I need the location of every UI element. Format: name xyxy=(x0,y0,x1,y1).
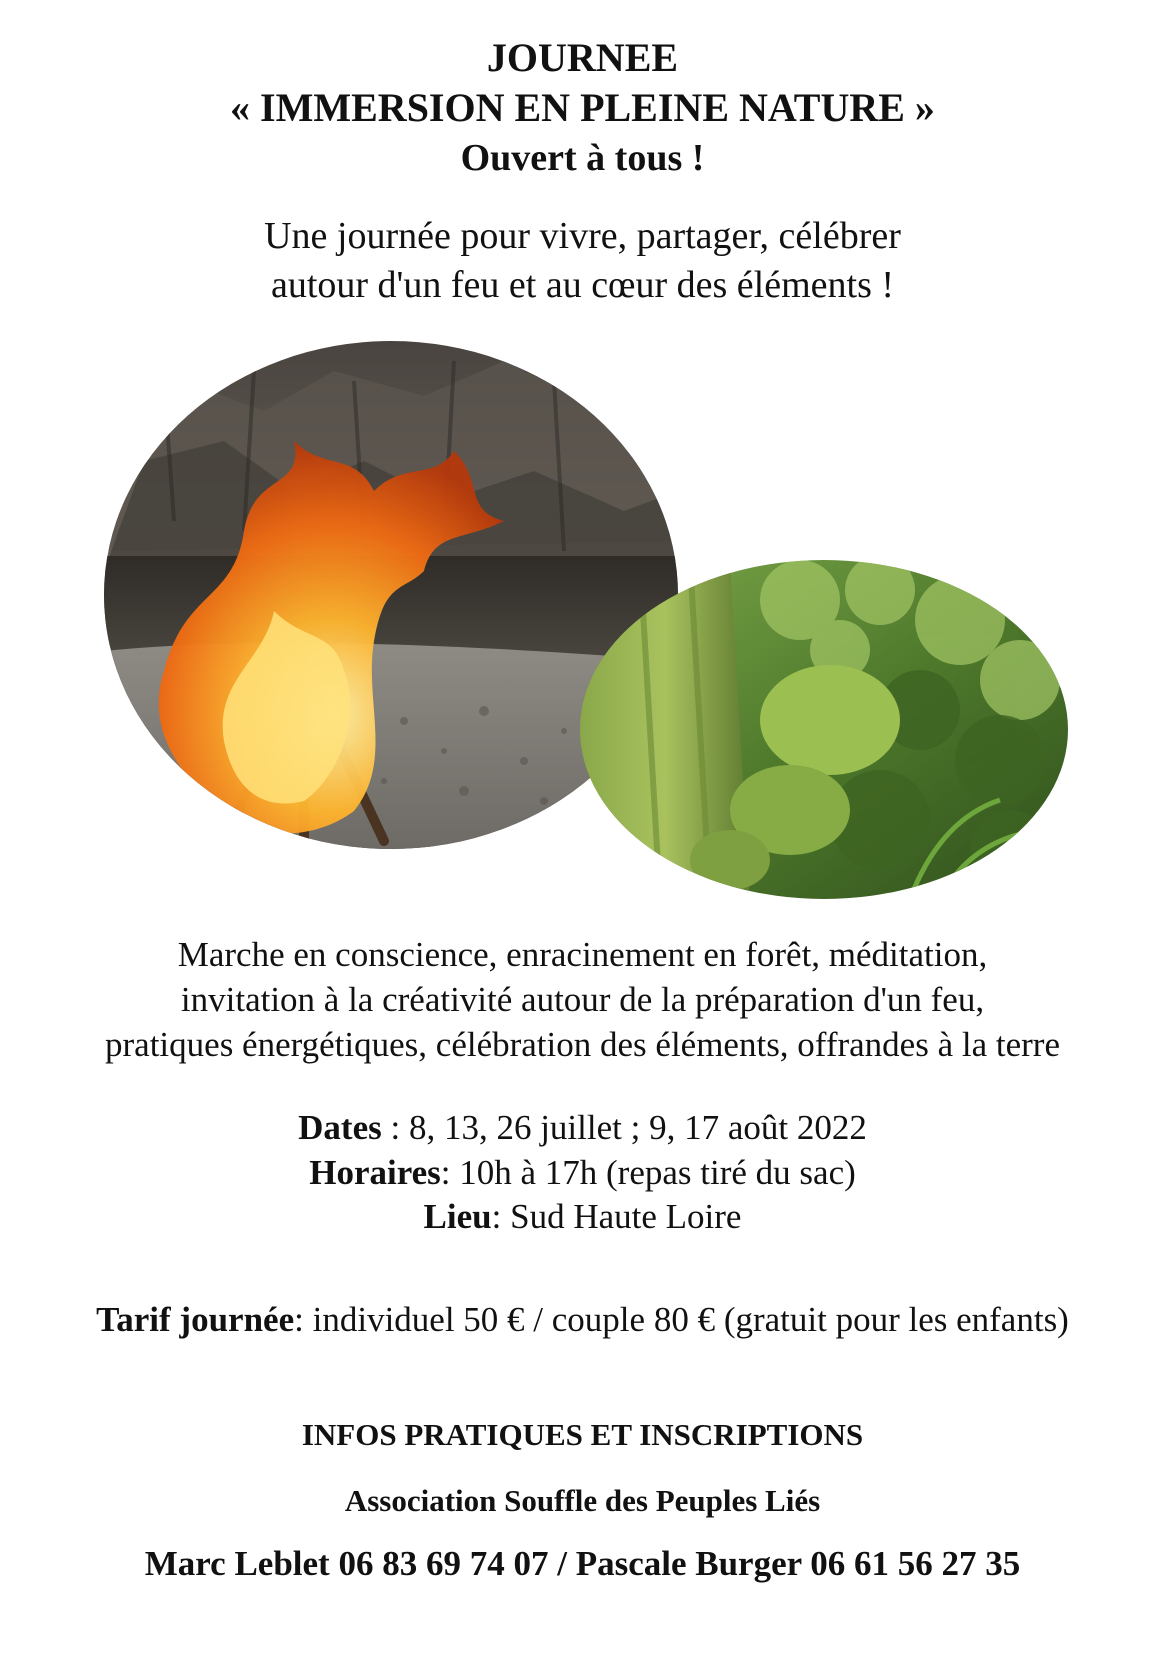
price-label: Tarif journée xyxy=(96,1300,295,1339)
dates-label: Dates xyxy=(298,1108,382,1147)
price-line xyxy=(0,1300,1165,1340)
intro-line-2: autour d'un feu et au cœur des éléments ! xyxy=(270,264,895,306)
title-open-to-all: Ouvert à tous ! xyxy=(460,137,705,179)
intro-line-1: Une journée pour vivre, partager, célébrer xyxy=(264,215,901,257)
title-journee: JOURNEE xyxy=(486,35,679,80)
dates-value: : 8, 13, 26 juillet ; 9, 17 août 2022 xyxy=(381,1108,867,1147)
contact-phones: Marc Leblet 06 83 69 74 07 / Pascale Burger 06 61 56 27 35 xyxy=(144,1544,1021,1583)
price-value: : individuel 50 € / couple 80 € (gratuit pour les enfants) xyxy=(294,1300,1069,1339)
contact-heading: INFOS PRATIQUES ET INSCRIPTIONS xyxy=(301,1417,864,1452)
title-immersion: « IMMERSION EN PLEINE NATURE » xyxy=(230,85,935,130)
place-value: : Sud Haute Loire xyxy=(491,1197,742,1236)
activities-line-2: invitation à la créativité autour de la préparation d'un feu, xyxy=(180,980,985,1019)
place-line xyxy=(0,1197,1165,1237)
hours-value: : 10h à 17h (repas tiré du sac) xyxy=(440,1153,856,1192)
mossy-forest-photo xyxy=(580,560,1068,899)
activities-line-3: pratiques énergétiques, célébration des éléments, offrandes à la terre xyxy=(105,1025,1060,1064)
activities-line-1: Marche en conscience, enracinement en forêt, méditation, xyxy=(177,935,988,974)
forest-illustration xyxy=(580,560,1068,899)
association-name: Association Souffle des Peuples Liés xyxy=(344,1483,821,1518)
dates-line xyxy=(0,1108,1165,1148)
place-label: Lieu xyxy=(423,1197,492,1236)
hours-label: Horaires xyxy=(309,1153,441,1192)
hours-line xyxy=(0,1153,1165,1193)
